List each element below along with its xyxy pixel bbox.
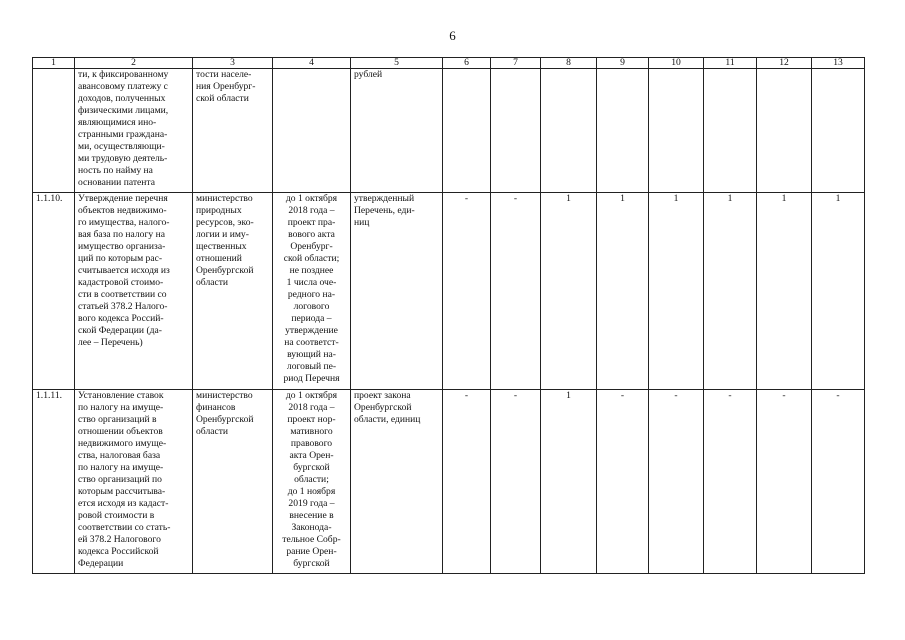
description-text-line: доходов, полученных [78, 93, 166, 104]
description-text-line: Утверждение перечня [78, 193, 168, 204]
deadline-text-line: до 1 ноября [287, 486, 336, 497]
executor-text-line: министерство [196, 390, 253, 401]
description-text-line: ей 378.2 Налогового [78, 534, 161, 545]
executor-text-line: щественных [196, 241, 247, 252]
executor-cell [193, 193, 273, 390]
deadline-text-line: редного на- [287, 289, 336, 300]
year-value-cell: 1 [541, 193, 597, 390]
year-value-cell: - [443, 390, 491, 574]
executor-text-line: министерство [196, 193, 253, 204]
year-value-cell: - [649, 390, 704, 574]
description-text-line: ется исходя из кадаст- [78, 498, 169, 509]
deadline-text-line: внесение в [289, 510, 334, 521]
deadline-text-line: до 1 октября [285, 390, 338, 401]
description-text-line: ство организаций по [78, 474, 162, 485]
column-header: 11 [704, 58, 757, 69]
year-value-cell: - [597, 390, 649, 574]
result-text-line: Перечень, еди- [354, 205, 415, 216]
year-value-cell: 1 [704, 193, 757, 390]
description-text-line: лее – Перечень) [78, 337, 143, 348]
executor-text-line: области [196, 277, 229, 288]
result-text-line: проект закона [354, 390, 411, 401]
deadline-text-line: бургской [293, 558, 330, 569]
deadline-text-line: акта Орен- [289, 450, 334, 461]
deadline-text-line: риод Перечня [283, 373, 340, 384]
column-header: 4 [273, 58, 351, 69]
description-text-line: ми, осуществляющи- [78, 141, 165, 152]
column-header: 2 [75, 58, 193, 69]
description-text-line: вого кодекса Россий- [78, 313, 164, 324]
year-value-cell [597, 69, 649, 193]
description-cell [75, 69, 193, 193]
deadline-text-line: тельное Собр- [282, 534, 341, 545]
page-number: 6 [449, 28, 456, 43]
column-header: 13 [812, 58, 865, 69]
deadline-text-line: рание Орен- [286, 546, 337, 557]
executor-text-line: ресурсов, эко- [196, 217, 254, 228]
deadline-text-line: 2018 года – [288, 205, 335, 216]
executor-text-line: природных [196, 205, 242, 216]
deadline-text-line: утверждение [285, 325, 338, 336]
description-cell [75, 390, 193, 574]
deadline-text-line: на соответст- [284, 337, 339, 348]
executor-text-line: ния Оренбург- [196, 81, 256, 92]
column-header: 5 [351, 58, 443, 69]
description-text-line: имущество организа- [78, 241, 166, 252]
row-number-cell: 1.1.11. [33, 390, 75, 574]
deadline-text-line: 1 числа оче- [286, 277, 337, 288]
column-header: 9 [597, 58, 649, 69]
year-value-cell [649, 69, 704, 193]
deadline-text-line: 2018 года – [288, 402, 335, 413]
result-text-line: области, единиц [354, 414, 421, 425]
deadline-text-line: правового [290, 438, 333, 449]
description-text-line: которым рассчитыва- [78, 486, 166, 497]
indicator-table [32, 57, 865, 574]
row-number-cell [33, 69, 75, 193]
deadline-text-line: мативного [290, 426, 333, 437]
description-text-line: кадастровой стоимо- [78, 277, 164, 288]
description-text-line: го имущества, налого- [78, 217, 170, 228]
result-text-line: утвержденный [354, 193, 415, 204]
deadline-text-line: логового [293, 301, 330, 312]
column-number-row [33, 58, 865, 69]
description-text-line: сти в соответствии со [78, 289, 167, 300]
deadline-cell [273, 193, 351, 390]
year-value-cell: - [491, 390, 541, 574]
year-value-cell: 1 [649, 193, 704, 390]
deadline-text-line: бургской [293, 462, 330, 473]
table-body [33, 69, 865, 574]
year-value-cell: - [812, 390, 865, 574]
year-value-cell: 1 [541, 390, 597, 574]
description-text-line: ровой стоимости в [78, 510, 155, 521]
column-header: 7 [491, 58, 541, 69]
year-value-cell [541, 69, 597, 193]
result-text-line: рублей [354, 69, 383, 80]
description-text-line: авансовому платежу с [78, 81, 168, 92]
description-cell [75, 193, 193, 390]
description-text-line: ций по которым рас- [78, 253, 163, 264]
description-text-line: ской Федерации (да- [78, 325, 162, 336]
description-text-line: объектов недвижимо- [78, 205, 167, 216]
column-header: 6 [443, 58, 491, 69]
description-text-line: ность по найму на [78, 165, 153, 176]
year-value-cell: 1 [757, 193, 812, 390]
deadline-text-line: Оренбург- [290, 241, 333, 252]
description-text-line: Федерации [78, 558, 124, 569]
result-cell [351, 390, 443, 574]
description-text-line: ми трудовую деятель- [78, 153, 168, 164]
deadline-text-line: периода – [291, 313, 332, 324]
year-value-cell [812, 69, 865, 193]
deadline-text-line: проект пра- [287, 217, 336, 228]
executor-text-line: Оренбургской [196, 414, 254, 425]
column-header: 12 [757, 58, 812, 69]
deadline-cell [273, 69, 351, 193]
description-text-line: странными граждана- [78, 129, 168, 140]
deadline-cell [273, 390, 351, 574]
executor-cell [193, 69, 273, 193]
deadline-text-line: 2019 года – [288, 498, 335, 509]
description-text-line: соответствии со стать- [78, 522, 171, 533]
deadline-text-line: логовый пе- [286, 361, 337, 372]
year-value-cell: 1 [812, 193, 865, 390]
column-header: 3 [193, 58, 273, 69]
year-value-cell [443, 69, 491, 193]
description-text-line: основании патента [78, 177, 155, 188]
result-text-line: Оренбургской [354, 402, 412, 413]
year-value-cell [704, 69, 757, 193]
year-value-cell [757, 69, 812, 193]
year-value-cell: - [443, 193, 491, 390]
table-row [33, 390, 865, 574]
year-value-cell: 1 [597, 193, 649, 390]
column-header: 8 [541, 58, 597, 69]
description-text-line: ти, к фиксированному [78, 69, 169, 80]
description-text-line: отношении объектов [78, 426, 163, 437]
year-value-cell: - [704, 390, 757, 574]
executor-cell [193, 390, 273, 574]
deadline-text-line: проект нор- [287, 414, 336, 425]
table-row [33, 69, 865, 193]
table-row [33, 193, 865, 390]
description-text-line: по налогу на имуще- [78, 462, 164, 473]
column-header: 10 [649, 58, 704, 69]
description-text-line: Установление ставок [78, 390, 164, 401]
year-value-cell: - [491, 193, 541, 390]
deadline-text-line: не позднее [289, 265, 334, 276]
description-text-line: являющимися ино- [78, 117, 157, 128]
description-text-line: считывается исходя из [78, 265, 170, 276]
description-text-line: статьей 378.2 Налого- [78, 301, 168, 312]
executor-text-line: области [196, 426, 229, 437]
deadline-text-line: вового акта [288, 229, 335, 240]
column-header: 1 [33, 58, 75, 69]
description-text-line: ство организаций в [78, 414, 157, 425]
year-value-cell: - [757, 390, 812, 574]
deadline-text-line: вующий на- [287, 349, 336, 360]
description-text-line: по налогу на имуще- [78, 402, 164, 413]
executor-text-line: логии и иму- [196, 229, 249, 240]
result-cell [351, 193, 443, 390]
executor-text-line: тости населе- [196, 69, 252, 80]
deadline-text-line: ской области; [283, 253, 340, 264]
executor-text-line: финансов [196, 402, 236, 413]
description-text-line: физическими лицами, [78, 105, 169, 116]
year-value-cell [491, 69, 541, 193]
executor-text-line: Оренбургской [196, 265, 254, 276]
description-text-line: вая база по налогу на [78, 229, 165, 240]
description-text-line: ства, налоговая база [78, 450, 161, 461]
result-cell [351, 69, 443, 193]
result-text-line: ниц [354, 217, 370, 228]
deadline-text-line: области; [294, 474, 329, 485]
row-number-cell: 1.1.10. [33, 193, 75, 390]
description-text-line: недвижимого имуще- [78, 438, 167, 449]
deadline-text-line: Законода- [291, 522, 332, 533]
executor-text-line: ской области [196, 93, 249, 104]
executor-text-line: отношений [196, 253, 242, 264]
deadline-text-line: до 1 октября [285, 193, 338, 204]
description-text-line: кодекса Российской [78, 546, 159, 557]
